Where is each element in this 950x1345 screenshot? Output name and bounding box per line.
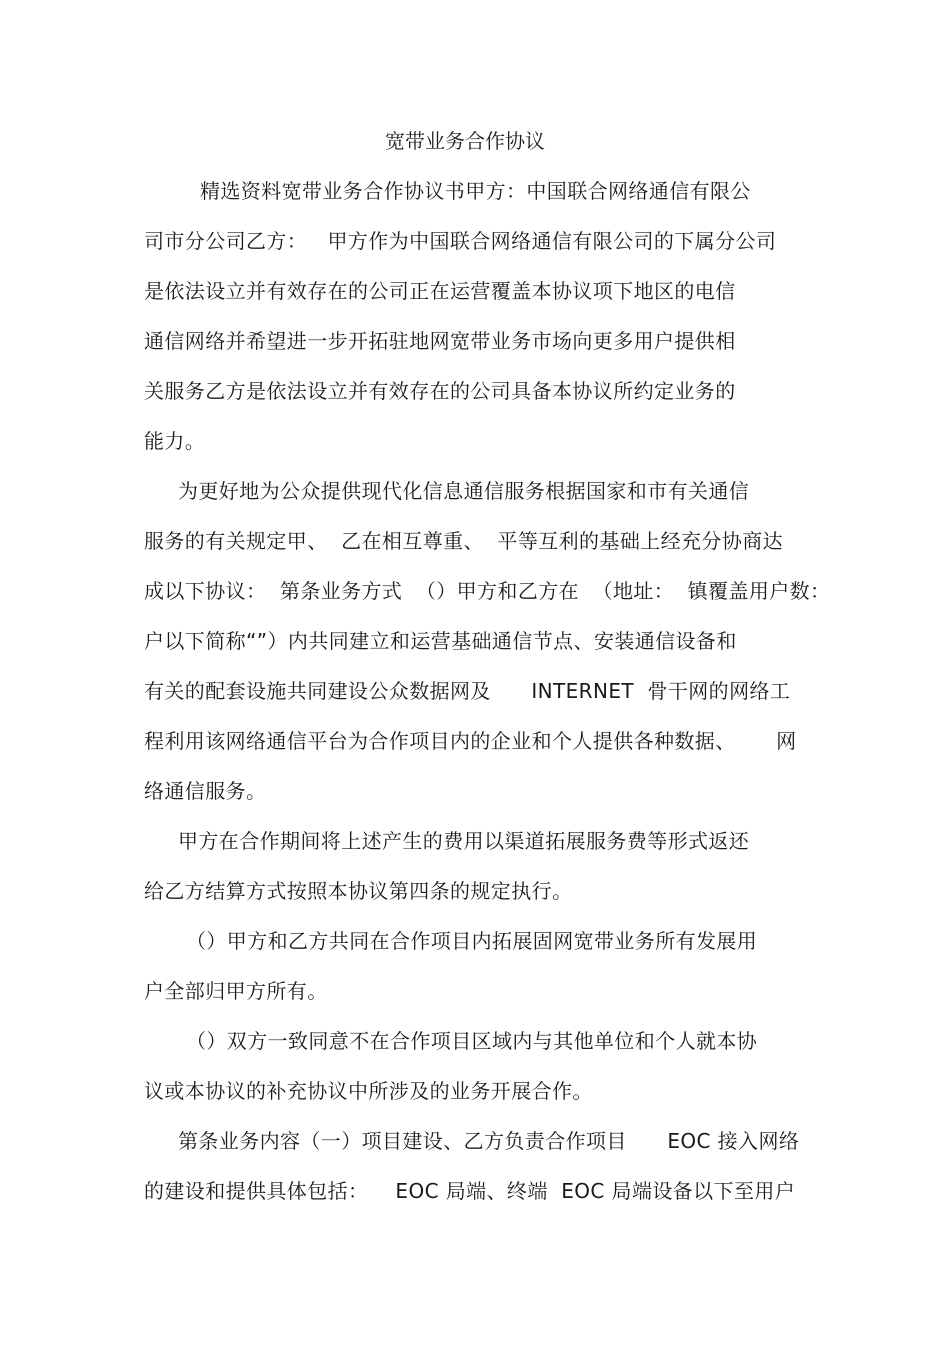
paragraph-line: 能力。 — [144, 429, 206, 453]
paragraph-line: （）双方一致同意不在合作项目区域内与其他单位和个人就本协 — [186, 1029, 758, 1053]
paragraph-line: 通信网络并希望进一步开拓驻地网宽带业务市场向更多用户提供相 — [144, 329, 736, 353]
paragraph-line: 络通信服务。 — [144, 779, 267, 803]
paragraph-line: 精选资料宽带业务合作协议书甲方：中国联合网络通信有限公 — [200, 179, 751, 203]
paragraph-line: 户全部归甲方所有。 — [144, 979, 328, 1003]
paragraph-line: 第条业务内容（一）项目建设、乙方负责合作项目 EOC 接入网络 — [178, 1129, 800, 1153]
paragraph-line: 为更好地为公众提供现代化信息通信服务根据国家和市有关通信 — [178, 479, 750, 503]
paragraph-line: 程利用该网络通信平台为合作项目内的企业和个人提供各种数据、 网 — [144, 729, 797, 753]
paragraph-line: 有关的配套设施共同建设公众数据网及 INTERNET 骨干网的网络工 — [144, 679, 791, 703]
paragraph-line: 户以下简称“”）内共同建立和运营基础通信节点、安装通信设备和 — [144, 629, 737, 653]
paragraph-line: 关服务乙方是依法设立并有效存在的公司具备本协议所约定业务的 — [144, 379, 736, 403]
paragraph-line: 成以下协议： 第条业务方式 （）甲方和乙方在 （地址： 镇覆盖用户数： — [144, 579, 831, 603]
paragraph-line: 给乙方结算方式按照本协议第四条的规定执行。 — [144, 879, 573, 903]
paragraph-line: 议或本协议的补充协议中所涉及的业务开展合作。 — [144, 1079, 593, 1103]
paragraph-line: 司市分公司乙方： 甲方作为中国联合网络通信有限公司的下属分公司 — [144, 229, 777, 253]
paragraph-line: 服务的有关规定甲、 乙在相互尊重、 平等互利的基础上经充分协商达 — [144, 529, 784, 553]
document-title: 宽带业务合作协议 — [385, 129, 545, 153]
paragraph-line: 是依法设立并有效存在的公司正在运营覆盖本协议项下地区的电信 — [144, 279, 736, 303]
paragraph-line: （）甲方和乙方共同在合作项目内拓展固网宽带业务所有发展用 — [186, 929, 758, 953]
paragraph-line: 甲方在合作期间将上述产生的费用以渠道拓展服务费等形式返还 — [178, 829, 750, 853]
paragraph-line: 的建设和提供具体包括： EOC 局端、终端 EOC 局端设备以下至用户 — [144, 1179, 796, 1203]
